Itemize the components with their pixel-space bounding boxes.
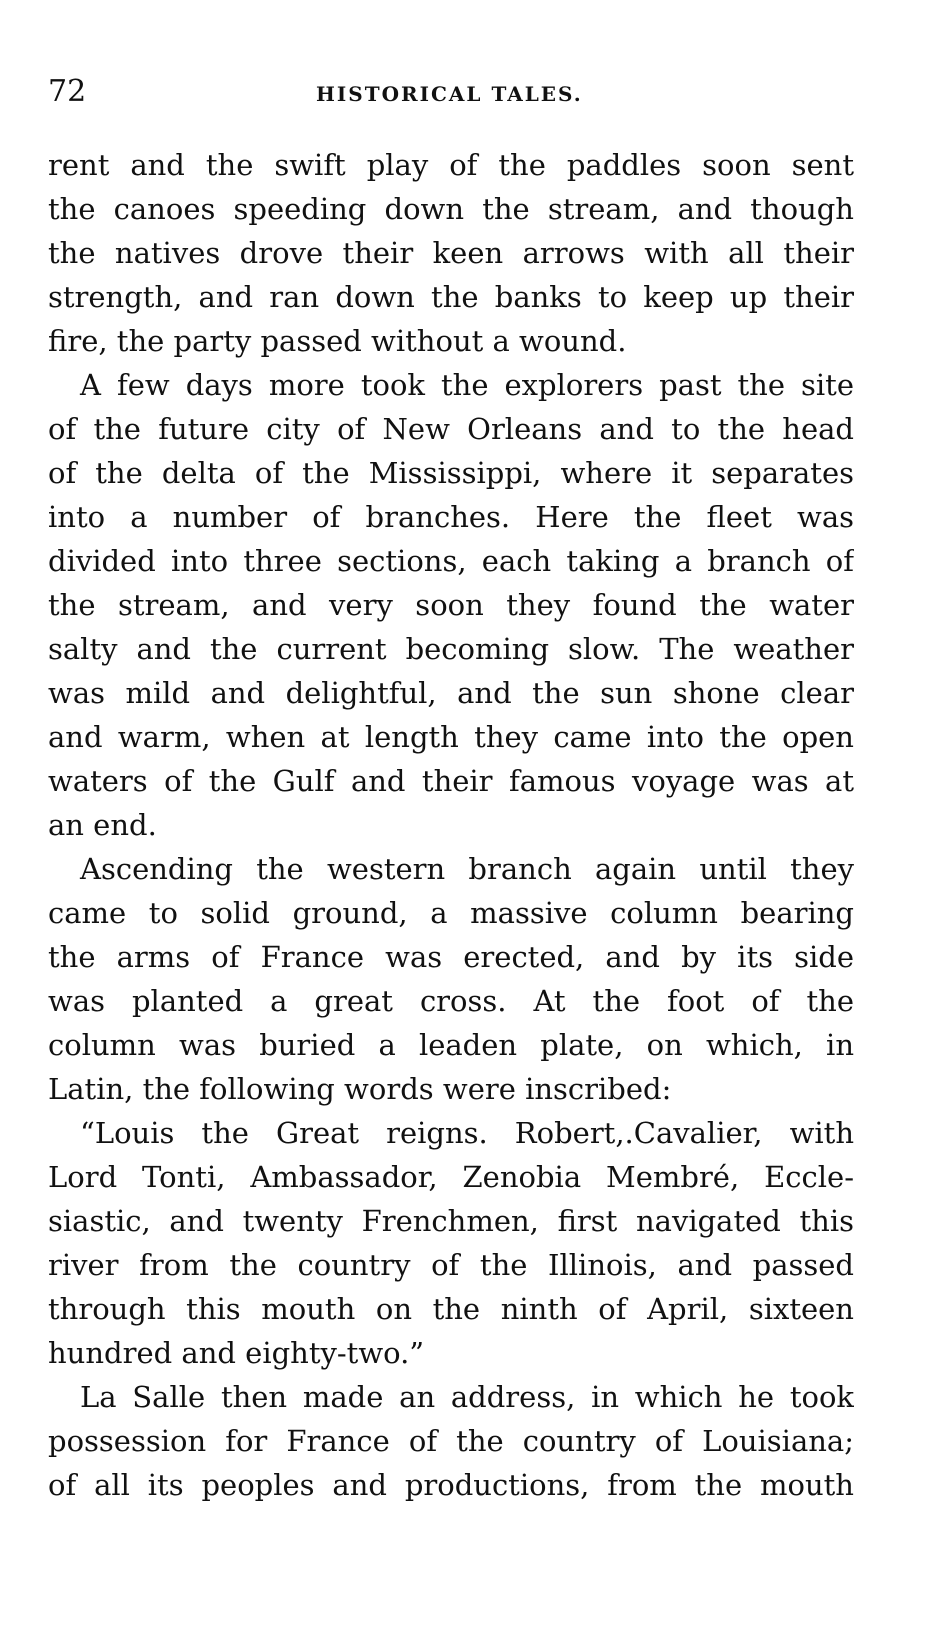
text-line: of the future city of New Orleans and to the head: [48, 412, 854, 446]
text-line: strength, and ran down the banks to keep up their: [48, 280, 854, 314]
text-line: siastic, and twenty Frenchmen, first navigated this: [48, 1204, 854, 1238]
text-line: waters of the Gulf and their famous voyage was at: [48, 764, 854, 798]
text-line: of the delta of the Mississippi, where it separates: [48, 456, 854, 490]
page-number: 72: [48, 74, 87, 109]
text-line: hundred and eighty-two.”: [48, 1336, 425, 1370]
text-line: fire, the party passed without a wound.: [48, 324, 627, 358]
text-line: column was buried a leaden plate, on which, in: [48, 1028, 854, 1062]
text-line: the arms of France was erected, and by its side: [48, 940, 854, 974]
text-line: Ascending the western branch again until they: [80, 852, 854, 886]
page-header: [48, 72, 854, 112]
body-text: [48, 143, 854, 1507]
text-line: through this mouth on the ninth of April, sixteen: [48, 1292, 854, 1326]
text-line: A few days more took the explorers past the site: [80, 368, 854, 402]
text-line: rent and the swift play of the paddles soon sent: [48, 148, 854, 182]
text-line: into a number of branches. Here the fleet was: [48, 500, 854, 534]
text-line: Lord Tonti, Ambassador, Zenobia Membré, Eccle-: [48, 1160, 854, 1194]
text-line: divided into three sections, each taking a branch of: [48, 544, 854, 578]
text-line: the natives drove their keen arrows with all their: [48, 236, 854, 270]
text-line: the canoes speeding down the stream, and though: [48, 192, 854, 226]
text-line: was mild and delightful, and the sun shone clear: [48, 676, 854, 710]
text-line: river from the country of the Illinois, and passed: [48, 1248, 854, 1282]
text-line: possession for France of the country of Louisiana;: [48, 1424, 854, 1458]
text-line: “Louis the Great reigns. Robert,.Cavalier, with: [80, 1116, 854, 1150]
text-line: an end.: [48, 808, 157, 842]
text-line: La Salle then made an address, in which he took: [80, 1380, 854, 1414]
text-line: the stream, and very soon they found the water: [48, 588, 854, 622]
running-title: HISTORICAL TALES.: [316, 82, 583, 106]
text-line: salty and the current becoming slow. The weather: [48, 632, 854, 666]
text-line: of all its peoples and productions, from the mouth: [48, 1468, 854, 1502]
text-line: and warm, when at length they came into the open: [48, 720, 854, 754]
text-line: Latin, the following words were inscribed:: [48, 1072, 672, 1106]
text-line: was planted a great cross. At the foot of the: [48, 984, 854, 1018]
text-line: came to solid ground, a massive column bearing: [48, 896, 854, 930]
